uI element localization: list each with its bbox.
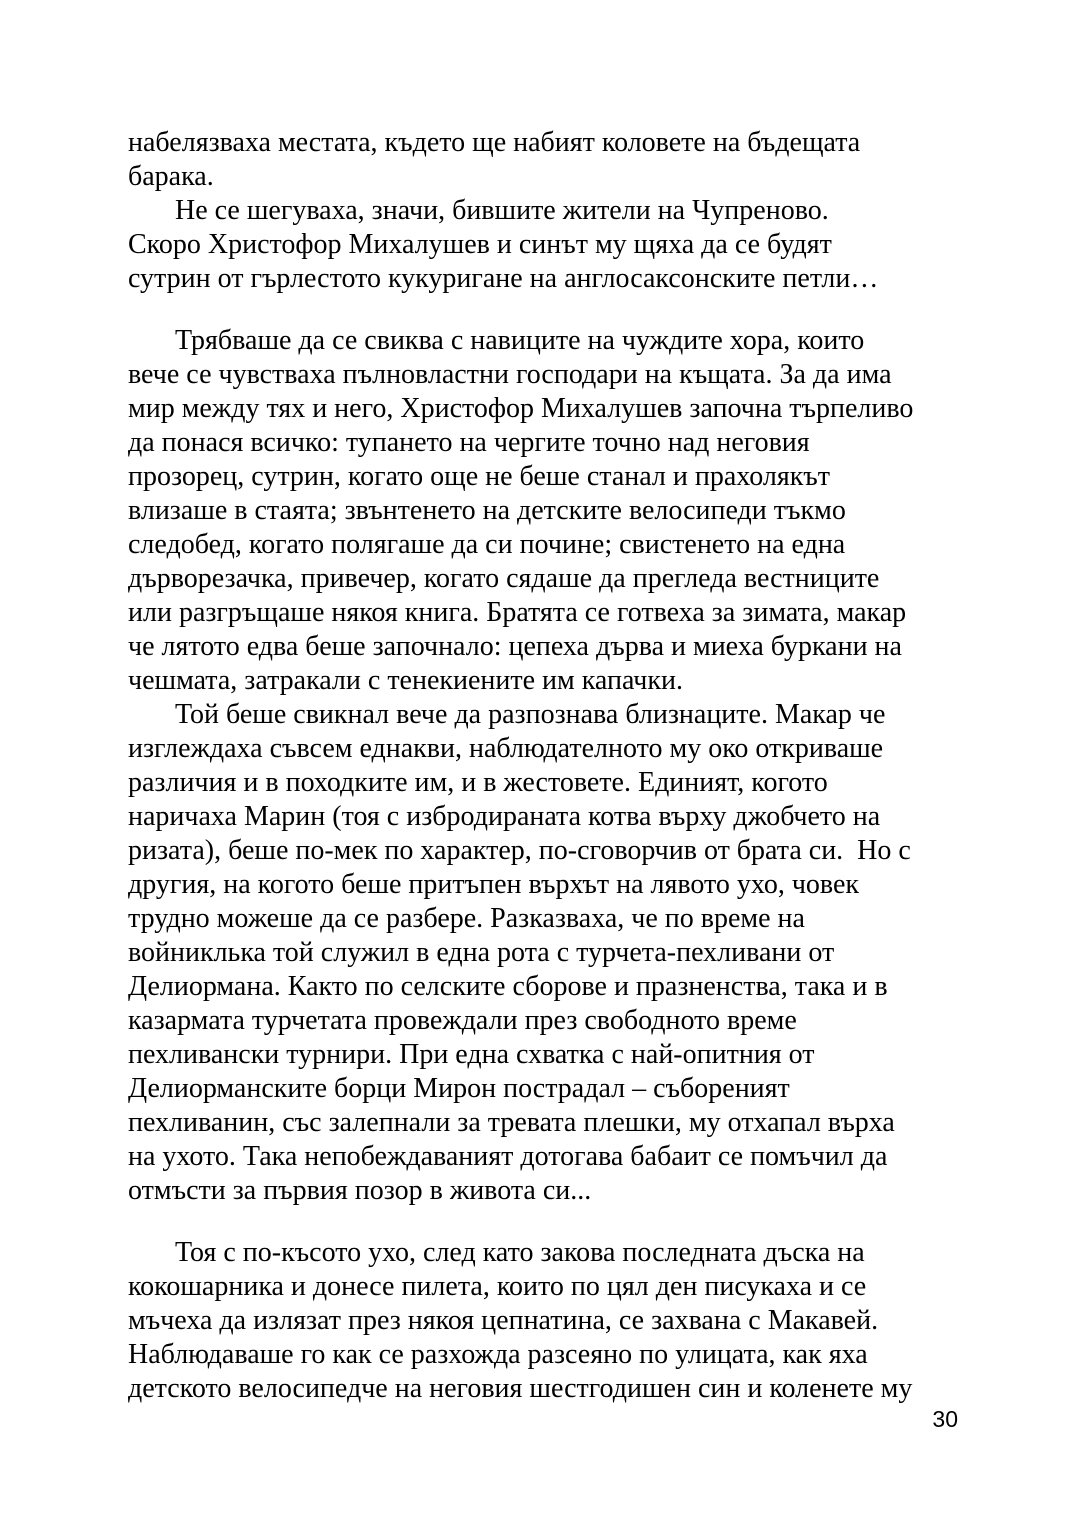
text-line: на ухото. Така непобеждаваният дотогава бабаит се помъчил да [128, 1141, 888, 1172]
text-line: влизаше в стаята; звънтенето на детските велосипеди тъкмо [128, 495, 846, 526]
text-line: кокошарника и донесе пилета, които по цял ден писукаха и се [128, 1271, 867, 1302]
text-line: другия, на когото беше притъпен върхът на лявото ухо, човек [128, 869, 860, 900]
text-line: Скоро Христофор Михалушев и синът му щяха да се будят [128, 229, 832, 260]
text-line: отмъсти за първия позор в живота си... [128, 1175, 592, 1206]
text-line: прозорец, сутрин, когато още не беше станал и прахолякът [128, 461, 831, 492]
text-line: набелязваха местата, където ще набият коловете на бъдещата [128, 127, 861, 158]
text-line: да понася всичко: тупането на чергите точно над неговия [128, 427, 810, 458]
text-line: казармата турчетата провеждали през свободното време [128, 1005, 797, 1036]
text-line: че лятото едва беше започнало: цепеха дърва и миеха буркани на [128, 631, 902, 662]
text-line: сутрин от гърлестото кукуригане на англосаксонските петли… [128, 263, 879, 294]
text-line: или разгръщаше някоя книга. Братята се готвеха за зимата, макар [128, 597, 907, 628]
text-line: пехливанин, със залепнали за тревата плешки, му отхапал върха [128, 1107, 895, 1138]
text-line: барака. [128, 161, 214, 192]
text-line: Делиорманските борци Мирон пострадал – събореният [128, 1073, 790, 1104]
text-line: мъчеха да излязат през някоя цепнатина, се захвана с Макавей. [128, 1305, 879, 1336]
text-line: изглеждаха съвсем еднакви, наблюдателното му око откриваше [128, 733, 884, 764]
text-line: Той беше свикнал вече да разпознава близнаците. Макар че [175, 699, 886, 730]
text-line: наричаха Марин (тоя с избродираната котва върху джобчето на [128, 801, 881, 832]
paragraph [128, 194, 968, 296]
paragraph [128, 324, 968, 698]
text-line: трудно можеше да се разбере. Разказваха, че по време на [128, 903, 805, 934]
text-line: ризата), беше по-мек по характер, по-сговорчив от брата си. Но с [128, 835, 911, 866]
text-line: Делиормана. Както по селските сборове и празненства, така и в [128, 971, 888, 1002]
text-line: дърворезачка, привечер, когато сядаше да прегледа вестниците [128, 563, 880, 594]
text-line: Наблюдаваше го как се разхожда разсеяно по улицата, как яха [128, 1339, 868, 1370]
paragraph [128, 126, 968, 194]
text-line: мир между тях и него, Христофор Михалушев започна търпеливо [128, 393, 914, 424]
text-line: Трябваше да се свиква с навиците на чуждите хора, които [175, 325, 865, 356]
text-line: войниклька той служил в една рота с турчета-пехливани от [128, 937, 835, 968]
paragraph [128, 698, 968, 1208]
paragraph [128, 1236, 968, 1406]
text-line: следобед, когато полягаше да си почине; свистенето на една [128, 529, 846, 560]
text-line: Тоя с по-късото ухо, след като закова последната дъска на [175, 1237, 865, 1268]
text-line: детското велосипедче на неговия шестгодишен син и коленете му [128, 1373, 913, 1404]
page-number: 30 [932, 1406, 958, 1432]
text-line: чешмата, затракали с тенекиените им капачки. [128, 665, 683, 696]
body-text [128, 126, 968, 1406]
text-line: различия и в походките им, и в жестовете. Единият, когото [128, 767, 828, 798]
text-line: Не се шегуваха, значи, бившите жители на Чупреново. [175, 195, 829, 226]
text-line: вече се чувстваха пълновластни господари на къщата. За да има [128, 359, 892, 390]
text-line: пехливански турнири. При една схватка с най-опитния от [128, 1039, 815, 1070]
